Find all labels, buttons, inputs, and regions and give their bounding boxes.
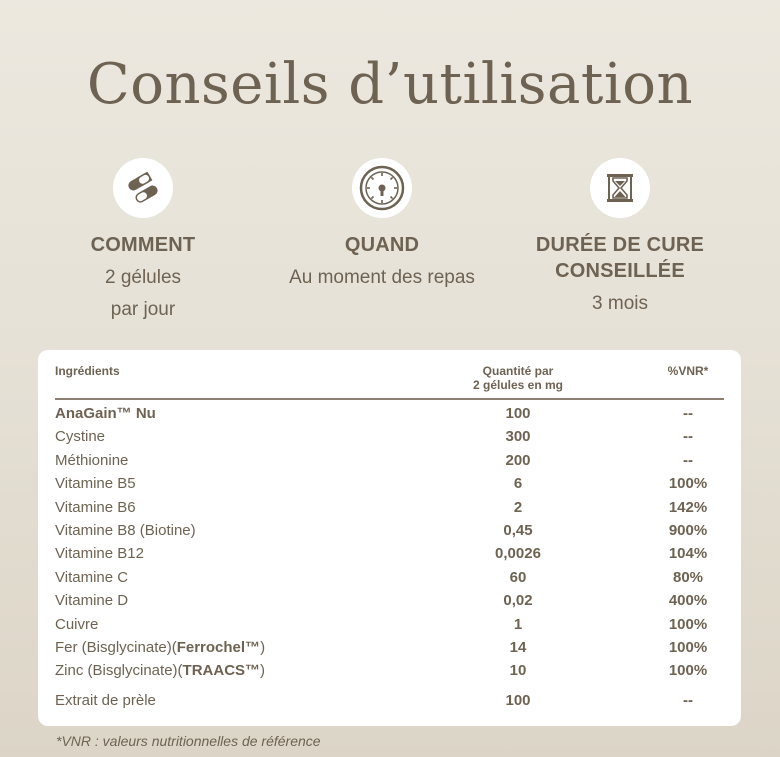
row-name-suffix: ) [260,662,266,680]
row-vnr: -- [683,691,693,709]
row-name: Vitamine B8 (Biotine) [55,521,196,539]
row-quantity: 200 [505,451,531,469]
header-quantity-line-2: 2 gélules en mg [472,378,564,392]
row-name: Méthionine [55,451,129,469]
hourglass-icon [590,158,650,218]
row-name: Vitamine B6 [55,498,136,516]
row-quantity: 100 [505,405,531,422]
table-row [38,567,741,590]
clock-icon [352,158,412,218]
header-ingredients: Ingrédients [55,364,120,378]
row-name: Extrait de prèle [55,691,156,709]
nutrition-table [38,350,741,726]
row-quantity: 0,0026 [495,545,541,563]
header-quantity [458,364,578,392]
row-quantity: 60 [509,568,527,586]
usage-duration-heading-1: DURÉE DE CURE [535,234,705,256]
row-quantity: 6 [513,475,523,493]
table-row [38,614,741,637]
row-vnr: 900% [668,521,708,539]
row-quantity: 300 [505,428,531,446]
row-name: AnaGain™ Nu [55,405,156,422]
row-quantity: 10 [509,662,527,680]
usage-when [262,158,502,294]
table-row [38,637,741,660]
table-header [38,364,741,398]
row-quantity: 100 [505,691,531,709]
capsules-icon [113,158,173,218]
usage-duration-heading-2: CONSEILLÉE [555,260,685,282]
table-row [38,426,741,449]
table-row [38,473,741,496]
table-row [38,660,741,683]
table-body [38,403,741,713]
row-name: Cystine [55,428,106,446]
header-quantity-line-1: Quantité par [482,364,554,378]
table-row [38,520,741,543]
row-vnr: -- [683,451,693,469]
usage-duration [520,158,720,320]
row-vnr: 104% [668,545,708,563]
row-name: Vitamine B12 [55,545,144,563]
row-name: Cuivre [55,615,99,633]
row-name-suffix: ) [260,638,266,656]
row-name: Vitamine D [55,592,129,610]
row-quantity: 2 [513,498,523,516]
page-title: Conseils d’utilisation [86,52,694,117]
row-quantity: 0,45 [503,521,533,539]
table-row [38,403,741,426]
row-vnr: 142% [668,498,708,516]
row-name-prefix: Fer (Bisglycinate)( [55,638,177,656]
usage-duration-line-1: 3 mois [592,293,648,314]
row-quantity: 14 [509,638,527,656]
row-vnr: 100% [668,638,708,656]
row-quantity: 0,02 [503,592,533,610]
header-divider [55,398,724,400]
row-vnr: 80% [672,568,704,586]
row-quantity: 1 [513,615,523,633]
row-name-prefix: Zinc (Bisglycinate)( [55,662,183,680]
usage-how-line-2: par jour [110,299,176,320]
row-name-brand: Ferrochel™ [176,638,261,656]
header-vnr: %VNR* [667,364,709,378]
usage-when-line-1: Au moment des repas [289,267,475,288]
usage-when-heading: QUAND [344,234,420,256]
row-name: Vitamine B5 [55,475,136,493]
usage-how-line-1: 2 gélules [104,267,182,288]
row-vnr: -- [683,405,693,422]
row-name-brand: TRAACS™ [182,662,261,680]
row-vnr: 100% [668,662,708,680]
table-row [38,690,741,713]
row-vnr: 400% [668,592,708,610]
table-row [38,450,741,473]
table-row [38,543,741,566]
row-name [55,639,265,656]
usage-how [63,158,223,326]
row-vnr: 100% [668,475,708,493]
table-row [38,590,741,613]
usage-how-heading: COMMENT [90,234,196,256]
row-name [55,662,265,679]
row-vnr: -- [683,428,693,446]
row-name: Vitamine C [55,568,129,586]
table-row [38,497,741,520]
row-vnr: 100% [668,615,708,633]
footnote: *VNR : valeurs nutritionnelles de référence [56,733,321,749]
